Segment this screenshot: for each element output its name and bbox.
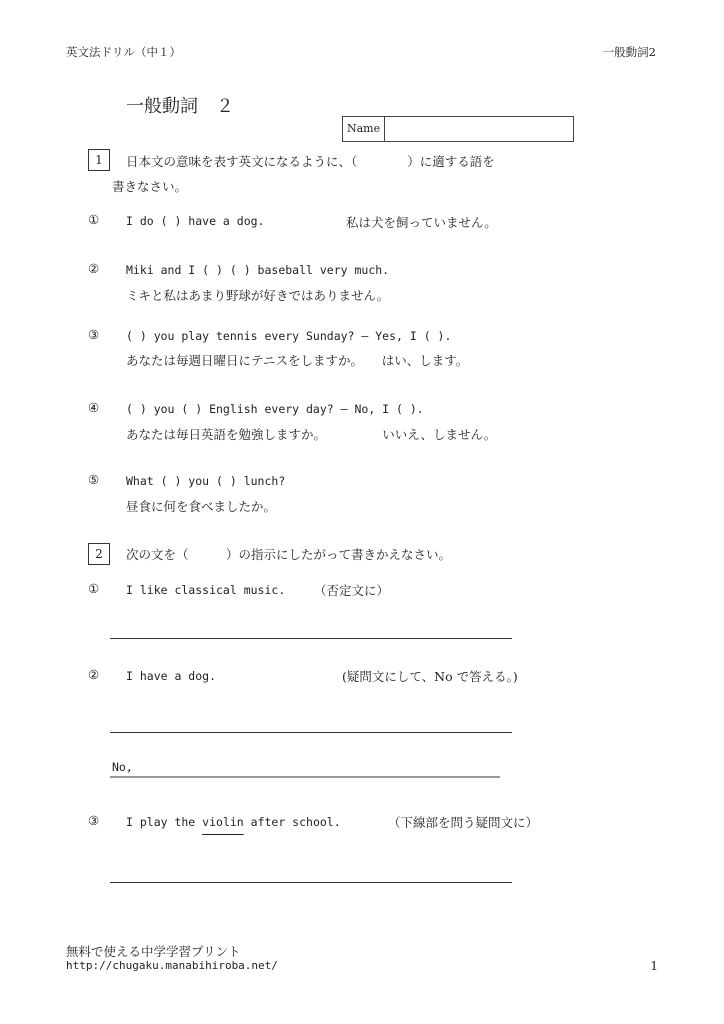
q1-1-japanese: 私は犬を飼っていません。 [346,215,497,230]
q1-2-marker: ② [88,261,100,276]
q2-3-underlined-word: violin [202,815,244,829]
q1-1-english: I do ( ) have a dog. [126,214,265,228]
header-right: 一般動詞2 [602,45,656,59]
q1-2-english: Miki and I ( ) ( ) baseball very much. [126,263,390,277]
q2-3-english [126,815,341,829]
q2-1-answer-line[interactable] [110,638,512,639]
q2-3-note: （下線部を問う疑問文に） [388,815,539,830]
section-2-instruction: 次の文を（ ）の指示にしたがって書きかえなさい。 [126,547,452,562]
q2-1-english: I like classical music. [126,583,286,597]
name-label: Name [343,117,385,141]
q2-2-marker: ② [88,667,100,682]
q2-2-no-answer-line[interactable] [110,776,500,778]
q1-5-english: What ( ) you ( ) lunch? [126,474,286,488]
q1-4-marker: ④ [88,400,100,415]
q2-1-note: （否定文に） [314,583,390,598]
q1-2-japanese: ミキと私はあまり野球が好きではありません。 [126,288,390,303]
q2-2-english: I have a dog. [126,669,217,683]
header-left: 英文法ドリル（中１） [66,45,181,59]
q2-2-answer-line[interactable] [110,732,512,733]
section-2-number: 2 [88,543,110,565]
q2-3-english-before: I play the [126,815,203,829]
footer-site-name: 無料で使える中学学習プリント [66,944,241,959]
q2-1-marker: ① [88,581,100,596]
q2-3-english-after: after school. [243,815,341,829]
q1-3-japanese: あなたは毎週日曜日にテニスをしますか。 はい、します。 [126,353,469,368]
q2-2-no-prefix: No, [112,760,133,774]
q2-3-answer-line[interactable] [110,882,512,883]
section-1-instruction: 日本文の意味を表す英文になるように、（ ）に適する語を [126,154,495,169]
q1-5-japanese: 昼食に何を食べましたか。 [126,499,277,514]
page-title: 一般動詞 ２ [126,96,234,117]
page-number: 1 [650,959,658,973]
q2-3-marker: ③ [88,813,100,828]
footer-url[interactable]: http://chugaku.manabihiroba.net/ [66,959,278,972]
q1-3-english: ( ) you play tennis every Sunday? ― Yes, I ( ). [126,329,452,343]
section-1-instruction-line2: 書きなさい。 [112,179,188,194]
q1-4-english: ( ) you ( ) English every day? ― No, I ( ). [126,402,424,416]
q2-2-note: (疑問文にして、No で答える。) [342,669,518,684]
q1-4-japanese: あなたは毎日英語を勉強しますか。 いいえ、しません。 [126,427,497,442]
q1-1-marker: ① [88,212,100,227]
q1-5-marker: ⑤ [88,472,100,487]
section-1-number: 1 [88,149,110,171]
name-field[interactable] [342,116,574,142]
q1-3-marker: ③ [88,327,100,342]
